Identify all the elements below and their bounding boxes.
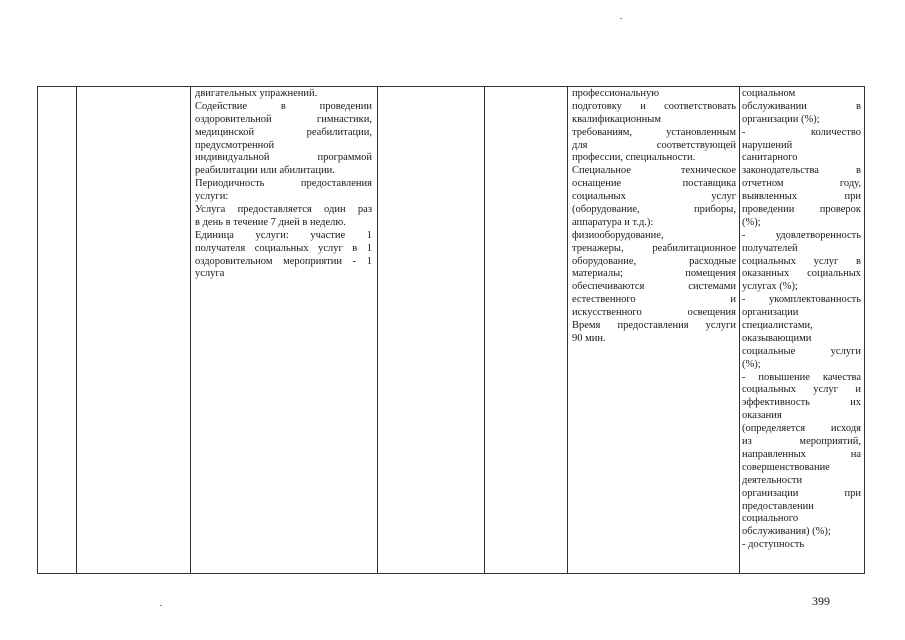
text-line: специалистами, [742,320,813,332]
text-line: социальных услуг и [742,384,861,396]
column-divider [739,87,740,573]
text-line: деятельности [742,474,803,486]
text-line: социальном [742,88,796,99]
text-line: получателя социальных услуг в 1 [195,242,372,254]
text-line: обслуживании в [742,100,861,112]
text-line: квалификационным [572,113,661,125]
text-line: социальные услуги [742,345,861,357]
text-line: нарушений [742,139,793,151]
text-line: обеспечиваются системами [572,281,736,293]
text-line: оздоровительной гимнастики, [195,113,372,125]
text-line: (%); [742,358,761,370]
text-line: аппаратура и т.д.): [572,216,654,228]
text-line: оздоровительном мероприятии - 1 [195,255,372,267]
text-line: в день в течение 7 дней в неделю. [195,216,346,228]
text-line: из мероприятий, [742,436,861,448]
text-line: Периодичность предоставления [195,178,372,190]
text-line: социального [742,513,799,525]
page-number: 399 [812,594,830,608]
text-line: реабилитации или абилитации. [195,165,335,177]
text-line: (%); [742,216,761,228]
text-line: медицинской реабилитации, [195,126,372,138]
text-line: оказывающими [742,332,812,344]
text-line: услугах (%); [742,281,798,293]
text-line: обслуживания) (%); [742,526,831,538]
text-line: 90 мин. [572,332,606,344]
text-line: эффективность их [742,397,861,409]
text-line: требованиям, установленным [572,126,736,138]
text-line: тренажеры, реабилитационное [572,242,736,254]
text-line: - повышение качества [742,371,861,383]
column-divider [484,87,485,573]
text-line: профессии, специальности. [572,152,696,164]
column-divider [567,87,568,573]
text-line: подготовку и соответствовать [572,100,736,112]
text-line: организации (%); [742,113,820,125]
text-line: - укомплектованность [742,294,861,306]
text-line: индивидуальной программой [195,152,372,164]
text-line: (определяется исходя [742,423,861,435]
text-line: выявленных при [742,191,861,203]
scan-speck [160,605,162,606]
text-line: Специальное техническое [572,165,736,177]
text-line: - доступность [742,539,805,551]
scan-speck [620,18,622,19]
service-conditions-cell [572,88,736,346]
text-line: искусственного освещения [572,307,736,319]
text-line: отчетном году, [742,178,861,190]
text-line: получателей [742,242,798,254]
text-line: для соответствующей [572,139,736,151]
services-table [37,86,865,574]
text-line: физиооборудование, [572,229,664,241]
service-description-cell [195,88,372,281]
text-line: предоставлении [742,500,814,512]
text-line: Услуга предоставляется один раз [195,204,372,216]
text-line: социальных услуг в [742,255,861,267]
text-line: Единица услуги: участие 1 [195,229,372,241]
text-line: Содействие в проведении [195,100,372,112]
text-line: естественного и [572,294,736,306]
text-line: организации [742,307,799,319]
text-line: направленных на [742,448,861,460]
quality-indicators-cell [742,88,861,552]
text-line: Время предоставления услуги [572,320,736,332]
text-line: (оборудование, приборы, [572,204,736,216]
text-line: проведении проверок [742,204,861,216]
text-line: законодательства в [742,165,861,177]
text-line: оборудование, расходные [572,255,736,267]
text-line: услуга [195,268,225,280]
text-line: - количество [742,126,861,138]
bottom-rule [740,573,865,574]
text-line: предусмотренной [195,139,275,151]
text-line: оказания [742,410,782,422]
text-line: материалы; помещения [572,268,736,280]
text-line: санитарного [742,152,798,164]
text-line: двигательных упражнений. [195,88,318,99]
column-divider [190,87,191,573]
text-line: совершенствование [742,461,830,473]
text-line: организации при [742,487,861,499]
column-divider [76,87,77,573]
text-line: - удовлетворенность [742,229,861,241]
column-divider [377,87,378,573]
text-line: услуги: [195,191,229,203]
text-line: профессиональную [572,88,660,99]
text-line: социальных услуг [572,191,736,203]
text-line: оснащение поставщика [572,178,736,190]
text-line: оказанных социальных [742,268,861,280]
